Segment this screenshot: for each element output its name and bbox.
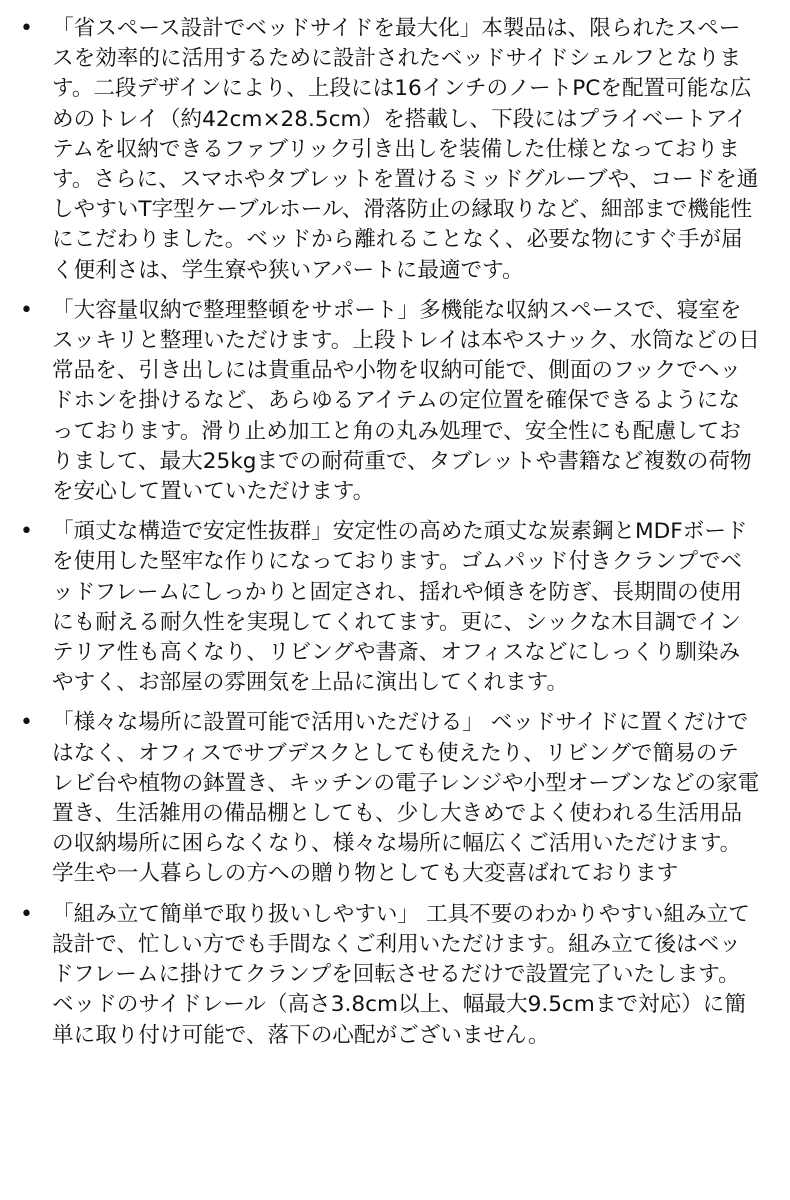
feature-item-space-saving	[0, 14, 790, 286]
feature-heading: 「大容量収納で整理整頓をサポート」	[52, 297, 420, 323]
feature-heading: 「様々な場所に設置可能で活用いただける」	[52, 710, 484, 736]
feature-bullet-list	[0, 14, 790, 1061]
feature-body: 安定性の高めた頑丈な炭素鋼とMDFボードを使用した堅牢な作りになっております。ゴムパッド付きクランプでベッドフレームにしっかりと固定され、揺れや傾きを防ぎ、長期間の使用にも耐える耐久性を実現してくれてます。更に、シックな木目調でインテリア性も高くなり、リビングや書斎、オフィスなどにしっくり馴染みやすく、お部屋の雰囲気を上品に演出してくれます。	[52, 519, 748, 696]
feature-heading: 「組み立て簡単で取り扱いしやすい」	[52, 901, 420, 927]
feature-item-storage	[0, 296, 790, 507]
feature-body: 工具不要のわかりやすい組み立て設計で、忙しい方でも手間なくご利用いただけます。組み立て後はベッドフレームに掛けてクランプを回転させるだけで設置完了いたします。ベッドのサイドレール（高さ3.8cm以上、幅最大9.5cmまで対応）に簡単に取り付け可能で、落下の心配がございません。	[52, 901, 750, 1048]
bullet-dot-icon: •	[20, 519, 33, 545]
feature-heading: 「省スペース設計でベッドサイドを最大化」	[52, 16, 482, 41]
feature-item-easy-assembly	[0, 900, 790, 1051]
feature-body: ベッドサイドに置くだけではなく、オフィスでサブデスクとしても使えたり、リビングで簡易のテレビ台や植物の鉢置き、キッチンの電子レンジや小型オーブンなどの家電置き、生活雑用の備品棚としても、少し大きめでよく使われる生活用品の収納場所に困らなくなり、様々な場所に幅広くご活用いただけます。学生や一人暮らしの方への贈り物としても大変喜ばれております	[52, 710, 760, 887]
bullet-dot-icon: •	[20, 901, 33, 927]
bullet-dot-icon: •	[20, 710, 33, 736]
feature-heading: 「頑丈な構造で安定性抜群」	[52, 519, 333, 545]
feature-item-versatile	[0, 708, 790, 889]
feature-body: 多機能な収納スペースで、寝室をスッキリと整理いただけます。上段トレイは本やスナック、水筒などの日常品を、引き出しには貴重品や小物を収納可能で、側面のフックでヘッドホンを掛けるなど、あらゆるアイテムの定位置を確保できるようになっております。滑り止め加工と角の丸み処理で、安全性にも配慮しておりまして、最大25kgまでの耐荷重で、タブレットや書籍など複数の荷物を安心して置いていただけます。	[52, 297, 760, 505]
bullet-dot-icon: •	[20, 16, 33, 41]
feature-body: 本製品は、限られたスペースを効率的に活用するために設計されたベッドサイドシェルフとなります。二段デザインにより、上段には16インチのノートPCを配置可能な広めのトレイ（約42cm×28.5cm）を搭載し、下段にはプライベートアイテムを収納できるファブリック引き出しを装備した仕様となっております。さらに、スマホやタブレットを置けるミッドグルーブや、コードを通しやすいT字型ケーブルホール、滑落防止の縁取りなど、細部まで機能性にこだわりました。ベッドから離れることなく、必要な物にすぐ手が届く便利さは、学生寮や狭いアパートに最適です。	[52, 16, 759, 283]
bullet-dot-icon: •	[20, 297, 33, 323]
feature-item-sturdy	[0, 517, 790, 698]
